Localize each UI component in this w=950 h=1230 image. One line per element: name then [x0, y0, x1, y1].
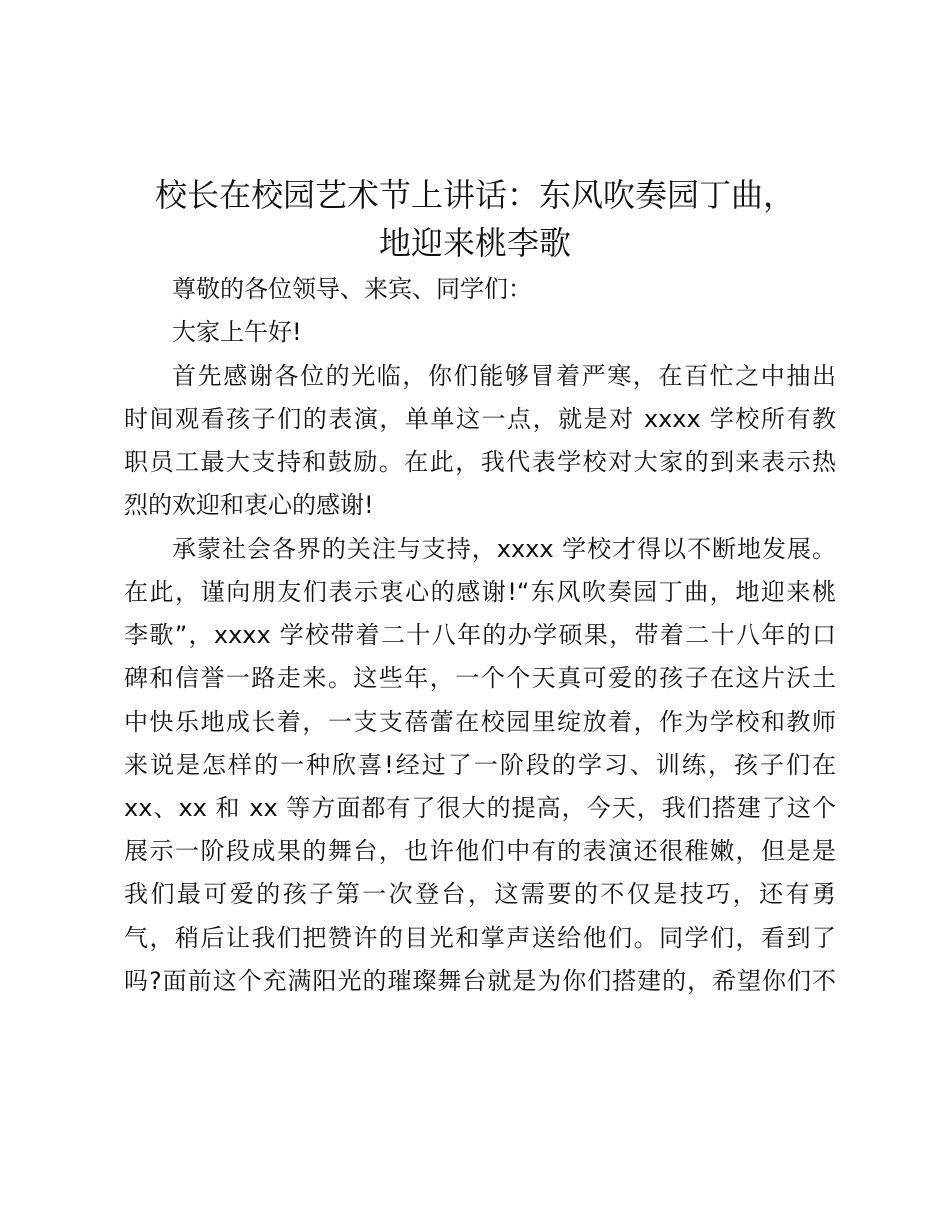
body-line: 我们最可爱的孩子第一次登台，这需要的不仅是技巧，还有勇 [124, 880, 836, 908]
salutation: 尊敬的各位领导、来宾、同学们： [172, 275, 532, 303]
body-line: 气，稍后让我们把赞许的目光和掌声送给他们。同学们，看到了 [124, 924, 836, 952]
body-line: 承蒙社会各界的关注与支持，xxxx 学校才得以不断地发展。 [172, 535, 836, 563]
document-title-line-2: 地迎来桃李歌 [378, 224, 571, 262]
body-line: 李歌”，xxxx 学校带着二十八年的办学硕果，带着二十八年的口 [124, 621, 836, 649]
body-line: 烈的欢迎和衷心的感谢! [124, 491, 374, 519]
body-line: 吗?面前这个充满阳光的璀璨舞台就是为你们搭建的，希望你们不 [124, 967, 836, 995]
body-line: 首先感谢各位的光临，你们能够冒着严寒，在百忙之中抽出 [172, 362, 836, 390]
body-line: 来说是怎样的一种欣喜!经过了一阶段的学习、训练，孩子们在 [124, 751, 836, 779]
body-line: 展示一阶段成果的舞台，也许他们中有的表演还很稚嫩，但是是 [124, 837, 836, 865]
body-line: 碑和信誉一路走来。这些年，一个个天真可爱的孩子在这片沃土 [124, 664, 836, 692]
body-line: xx、xx 和 xx 等方面都有了很大的提高，今天，我们搭建了这个 [124, 794, 836, 822]
body-line: 在此，谨向朋友们表示衷心的感谢!“东风吹奏园丁曲，地迎来桃 [124, 578, 836, 606]
greeting: 大家上午好! [172, 318, 302, 346]
document-title-line-1: 校长在校园艺术节上讲话：东风吹奏园丁曲， [154, 176, 795, 214]
body-line: 职员工最大支持和鼓励。在此，我代表学校对大家的到来表示热 [124, 448, 836, 476]
body-line: 中快乐地成长着，一支支蓓蕾在校园里绽放着，作为学校和教师 [124, 708, 836, 736]
body-line: 时间观看孩子们的表演，单单这一点，就是对 xxxx 学校所有教 [124, 405, 836, 433]
